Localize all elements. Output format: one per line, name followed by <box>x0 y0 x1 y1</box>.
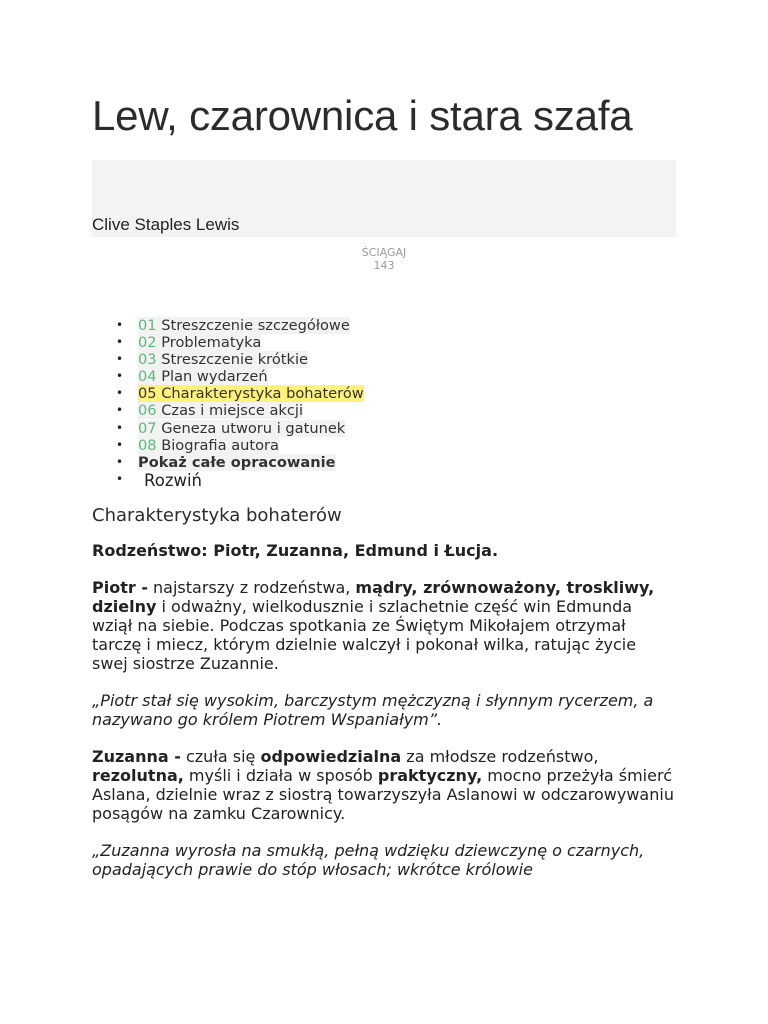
piotr-text-1: najstarszy z rodzeństwa, <box>147 578 356 597</box>
toc-item[interactable] <box>138 437 364 454</box>
toc-link-summary-detailed[interactable] <box>138 317 350 334</box>
toc-link-time-place[interactable] <box>138 402 303 419</box>
zuzanna-name: Zuzanna - <box>92 747 181 766</box>
piotr-quote: „Piotr stał się wysokim, barczystym mężczyzną i słynnym rycerzem, a nazywano go królem Piotrem Wspaniałym”. <box>92 691 654 729</box>
document-title: Lew, czarownica i stara szafa <box>92 92 633 139</box>
toc-label: Streszczenie krótkie <box>156 351 308 369</box>
siblings-text: Rodzeństwo: Piotr, Zuzanna, Edmund i Łucja. <box>92 541 499 560</box>
toc-number: 06 <box>138 402 157 420</box>
piotr-name: Piotr - <box>92 578 148 597</box>
toc-label: Plan wydarzeń <box>156 368 268 386</box>
show-all-link[interactable]: Pokaż całe opracowanie <box>138 453 336 471</box>
author-name[interactable]: Clive Staples Lewis <box>92 215 240 234</box>
toc-item[interactable] <box>138 420 364 437</box>
toc-item[interactable] <box>138 334 364 351</box>
piotr-text-2: i odważny, wielkodusznie i szlachetnie część win Edmunda wziął na siebie. Podczas spotkania ze Świętym Mikołajem otrzymał tarczę i miecz, którym dzielnie walczył i pokonał wilka, ratując życie swej siostrze Zuzannie. <box>92 597 637 673</box>
download-stats <box>92 246 676 272</box>
toc-label: Charakterystyka bohaterów <box>156 385 364 403</box>
zuzanna-trait-2: rezolutna, <box>92 766 184 785</box>
zuzanna-paragraph <box>92 747 676 823</box>
toc-item[interactable] <box>138 454 364 471</box>
toc-label: Biografia autora <box>156 436 279 454</box>
zuzanna-trait-1: odpowiedzialna <box>260 747 402 766</box>
toc-number: 04 <box>138 368 157 386</box>
toc-number: 02 <box>138 334 157 352</box>
toc-item[interactable] <box>138 317 364 334</box>
toc-label: Streszczenie szczegółowe <box>156 317 350 334</box>
expand-button[interactable]: Rozwiń <box>144 470 203 490</box>
zuzanna-trait-3: praktyczny, <box>377 766 483 785</box>
toc-item[interactable] <box>138 368 364 385</box>
toc-item[interactable] <box>138 402 364 419</box>
piotr-traits: mądry, zrównoważony, troskliwy, dzielny <box>92 578 655 616</box>
toc-link-problems[interactable] <box>138 334 261 351</box>
toc-number: 03 <box>138 351 157 369</box>
toc-number: 08 <box>138 436 157 454</box>
toc-link-biography[interactable] <box>138 437 279 454</box>
piotr-paragraph <box>92 578 676 673</box>
zuzanna-text-2: za młodsze rodzeństwo, <box>401 747 599 766</box>
toc-link-characters[interactable] <box>138 385 364 402</box>
toc-number: 05 <box>138 385 157 403</box>
section-heading: Charakterystyka bohaterów <box>92 505 342 526</box>
toc-link-plan[interactable] <box>138 368 268 385</box>
toc-label: Problematyka <box>156 334 262 352</box>
zuzanna-quote: „Zuzanna wyrosła na smukłą, pełną wdzięku dziewczynę o czarnych, opadających prawie do stóp włosach; wkrótce królowie <box>92 841 645 879</box>
article-content <box>92 505 676 897</box>
toc-label: Geneza utworu i gatunek <box>156 419 346 437</box>
author-banner <box>92 160 676 237</box>
toc-item[interactable] <box>138 385 364 402</box>
table-of-contents <box>92 317 364 490</box>
toc-item[interactable] <box>138 351 364 368</box>
toc-number: 01 <box>138 317 157 334</box>
download-count: 143 <box>373 259 395 272</box>
zuzanna-text-4: mocno przeżyła śmierć Aslana, dzielnie wraz z siostrą towarzyszyła Aslanowi w odczarowywaniu posągów na zamku Czarownicy. <box>92 766 674 823</box>
toc-link-summary-short[interactable] <box>138 351 308 368</box>
toc-link-genesis[interactable] <box>138 420 345 437</box>
toc-item[interactable] <box>138 471 364 490</box>
download-label[interactable]: ŚCIĄGAJ <box>361 246 407 259</box>
zuzanna-text-1: czuła się <box>180 747 261 766</box>
zuzanna-text-3: myśli i działa w sposób <box>183 766 378 785</box>
toc-label: Czas i miejsce akcji <box>156 402 304 420</box>
toc-number: 07 <box>138 419 157 437</box>
siblings-paragraph <box>92 541 676 560</box>
